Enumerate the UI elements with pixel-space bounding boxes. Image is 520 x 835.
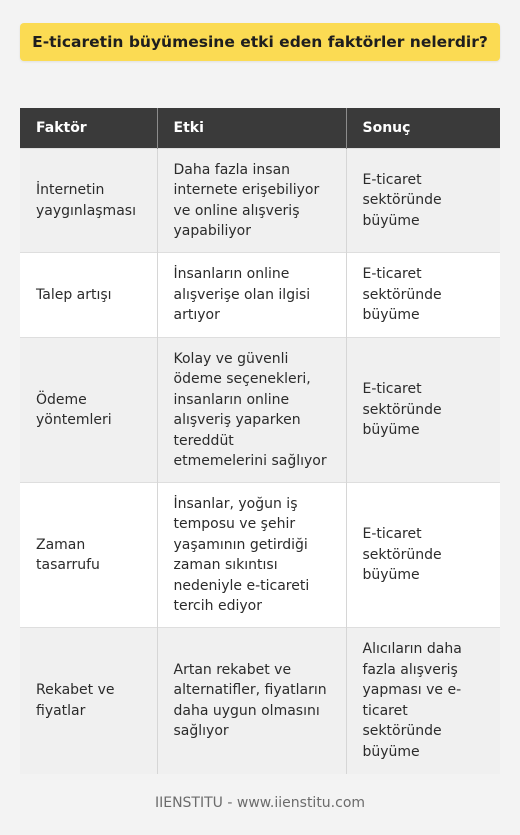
- column-header-result: Sonuç: [346, 108, 500, 149]
- effect-cell: İnsanlar, yoğun iş temposu ve şehir yaşamının getirdiği zaman sıkıntısı nedeniyle e-ticareti tercih ediyor: [157, 483, 346, 628]
- table-header-row: [20, 108, 500, 149]
- table-row: [20, 483, 500, 628]
- result-cell: E-ticaret sektöründe büyüme: [346, 483, 500, 628]
- result-cell: E-ticaret sektöründe büyüme: [346, 149, 500, 253]
- table-row: [20, 253, 500, 338]
- table-row: [20, 149, 500, 253]
- column-header-effect: Etki: [157, 108, 346, 149]
- factor-cell: Ödeme yöntemleri: [20, 338, 157, 483]
- title-banner: [20, 23, 500, 61]
- effect-cell: İnsanların online alışverişe olan ilgisi artıyor: [157, 253, 346, 338]
- table-row: [20, 338, 500, 483]
- column-header-factor: Faktör: [20, 108, 157, 149]
- effect-cell: Kolay ve güvenli ödeme seçenekleri, insanların online alışveriş yaparken tereddüt etmemelerini sağlıyor: [157, 338, 346, 483]
- effect-cell: Daha fazla insan internete erişebiliyor ve online alışveriş yapabiliyor: [157, 149, 346, 253]
- factors-table: [20, 108, 500, 774]
- result-cell: Alıcıların daha fazla alışveriş yapması ve e-ticaret sektöründe büyüme: [346, 628, 500, 774]
- factor-cell: Zaman tasarrufu: [20, 483, 157, 628]
- result-cell: E-ticaret sektöründe büyüme: [346, 338, 500, 483]
- effect-cell: Artan rekabet ve alternatifler, fiyatların daha uygun olmasını sağlıyor: [157, 628, 346, 774]
- factor-cell: İnternetin yaygınlaşması: [20, 149, 157, 253]
- factor-cell: Rekabet ve fiyatlar: [20, 628, 157, 774]
- factor-cell: Talep artışı: [20, 253, 157, 338]
- table-row: [20, 628, 500, 774]
- footer-credit: IIENSTITU - www.iienstitu.com: [154, 795, 366, 811]
- page-title: E-ticaretin büyümesine etki eden faktörler nelerdir?: [32, 33, 488, 51]
- result-cell: E-ticaret sektöründe büyüme: [346, 253, 500, 338]
